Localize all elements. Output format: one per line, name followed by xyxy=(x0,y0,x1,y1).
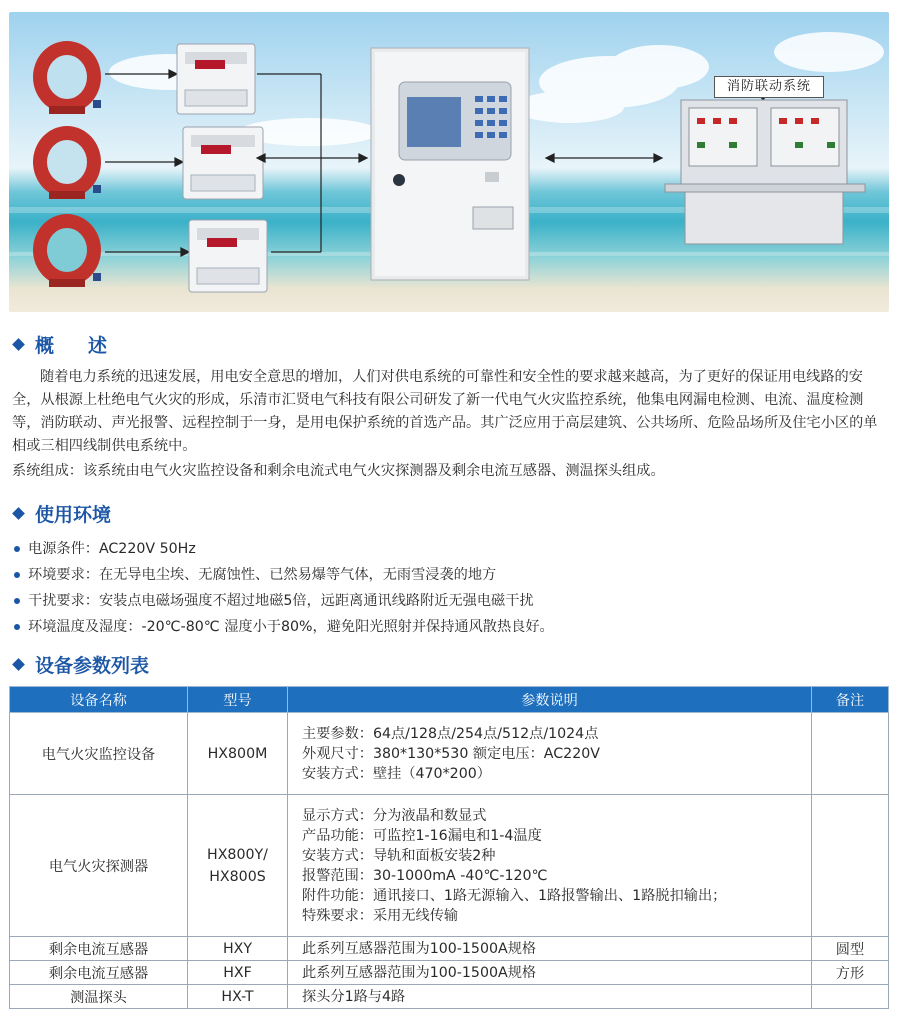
bullet-icon xyxy=(14,624,20,630)
overview-paragraph: 随着电力系统的迅速发展，用电安全意思的增加，人们对供电系统的可靠性和安全性的要求越来越高，为了更好的保证用电线路的安全，从根源上杜绝电气火灾的形成，乐清市汇贤电气科技有限公司研发了新一代电气火灾监控系统，他集电网漏电检测、电流、温度检测等，消防联动、声光报警、远程控制于一身，是用电保护系统的首选产品。其广泛应用于高层建筑、公共场所、危险品场所及住宅小区的单相或三相四线制供电系统中。 xyxy=(12,369,878,454)
list-item: 干扰要求：安装点电磁场强度不超过地磁5倍，远距离通讯线路附近无强电磁干扰 xyxy=(14,588,894,614)
diamond-icon xyxy=(12,507,25,520)
cell-desc: 此系列互感器范围为100-1500A规格 xyxy=(288,937,812,961)
cell-model: HX800Y/ HX800S xyxy=(188,795,288,937)
overview-title: 概述 xyxy=(35,335,142,357)
cell-model: HX-T xyxy=(188,985,288,1009)
fire-linkage-label: 消防联动系统 xyxy=(714,76,824,98)
bullet-icon xyxy=(14,546,20,552)
cell-name: 电气火灾探测器 xyxy=(10,795,188,937)
diamond-icon xyxy=(12,658,25,671)
table-row xyxy=(10,795,889,937)
table-row xyxy=(10,961,889,985)
ct-arrows xyxy=(105,70,189,256)
system-composition: 系统组成：该系统由电气火灾监控设备和剩余电流式电气火灾探测器及剩余电流互感器、测温探头组成。 xyxy=(12,463,665,479)
bus-lines xyxy=(257,74,367,252)
diagram-graphic xyxy=(9,12,889,312)
current-transformer-3 xyxy=(33,214,101,287)
cell-desc: 主要参数：64点/128点/254点/512点/1024点 外观尺寸：380*130*530 额定电压：AC220V 安装方式：壁挂（470*200） xyxy=(288,713,812,795)
header-description: 参数说明 xyxy=(288,687,812,713)
cell-name: 测温探头 xyxy=(10,985,188,1009)
list-item: 电源条件：AC220V 50Hz xyxy=(14,536,894,562)
cell-model: HX800M xyxy=(188,713,288,795)
params-table xyxy=(9,686,889,1009)
header-device-name: 设备名称 xyxy=(10,687,188,713)
cell-model: HXF xyxy=(188,961,288,985)
header-model: 型号 xyxy=(188,687,288,713)
table-row xyxy=(10,985,889,1009)
header-note: 备注 xyxy=(812,687,889,713)
system-diagram xyxy=(9,12,889,312)
current-transformer-1 xyxy=(33,41,101,114)
cell-name: 剩余电流互感器 xyxy=(10,961,188,985)
cell-desc: 探头分1路与4路 xyxy=(288,985,812,1009)
detector-1 xyxy=(177,44,255,114)
list-item: 环境温度及湿度：-20℃-80℃ 湿度小于80%，避免阳光照射并保持通风散热良好。 xyxy=(14,614,894,640)
environment-list xyxy=(14,536,894,640)
fire-linkage-cabinet xyxy=(665,100,865,244)
cell-name: 剩余电流互感器 xyxy=(10,937,188,961)
main-control-panel xyxy=(371,48,529,280)
table-header-row xyxy=(10,687,889,713)
cell-desc: 显示方式：分为液晶和数显式 产品功能：可监控1-16漏电和1-4温度 安装方式：导轨和面板安装2种 报警范围：30-1000mA -40℃-120℃ 附件功能：通讯接口、1路无源输入、1路报警输出、1路脱扣输出； 特殊要求：采用无线传输 xyxy=(288,795,812,937)
list-item: 环境要求：在无导电尘埃、无腐蚀性、已然易爆等气体，无雨雪浸袭的地方 xyxy=(14,562,894,588)
cell-desc: 此系列互感器范围为100-1500A规格 xyxy=(288,961,812,985)
bullet-icon xyxy=(14,572,20,578)
overview-heading xyxy=(12,331,141,358)
current-transformer-2 xyxy=(33,126,101,199)
diamond-icon xyxy=(12,338,25,351)
environment-title: 使用环境 xyxy=(35,504,112,526)
params-title: 设备参数列表 xyxy=(35,655,150,677)
table-row xyxy=(10,937,889,961)
bullet-icon xyxy=(14,598,20,604)
detector-3 xyxy=(189,220,267,292)
cell-note: 方形 xyxy=(812,961,889,985)
cell-note xyxy=(812,985,889,1009)
cell-note: 圆型 xyxy=(812,937,889,961)
cell-note xyxy=(812,713,889,795)
cell-model: HXY xyxy=(188,937,288,961)
table-row xyxy=(10,713,889,795)
cell-name: 电气火灾监控设备 xyxy=(10,713,188,795)
params-heading xyxy=(12,651,149,678)
environment-heading xyxy=(12,500,111,527)
detector-2 xyxy=(183,127,263,199)
cell-note xyxy=(812,795,889,937)
